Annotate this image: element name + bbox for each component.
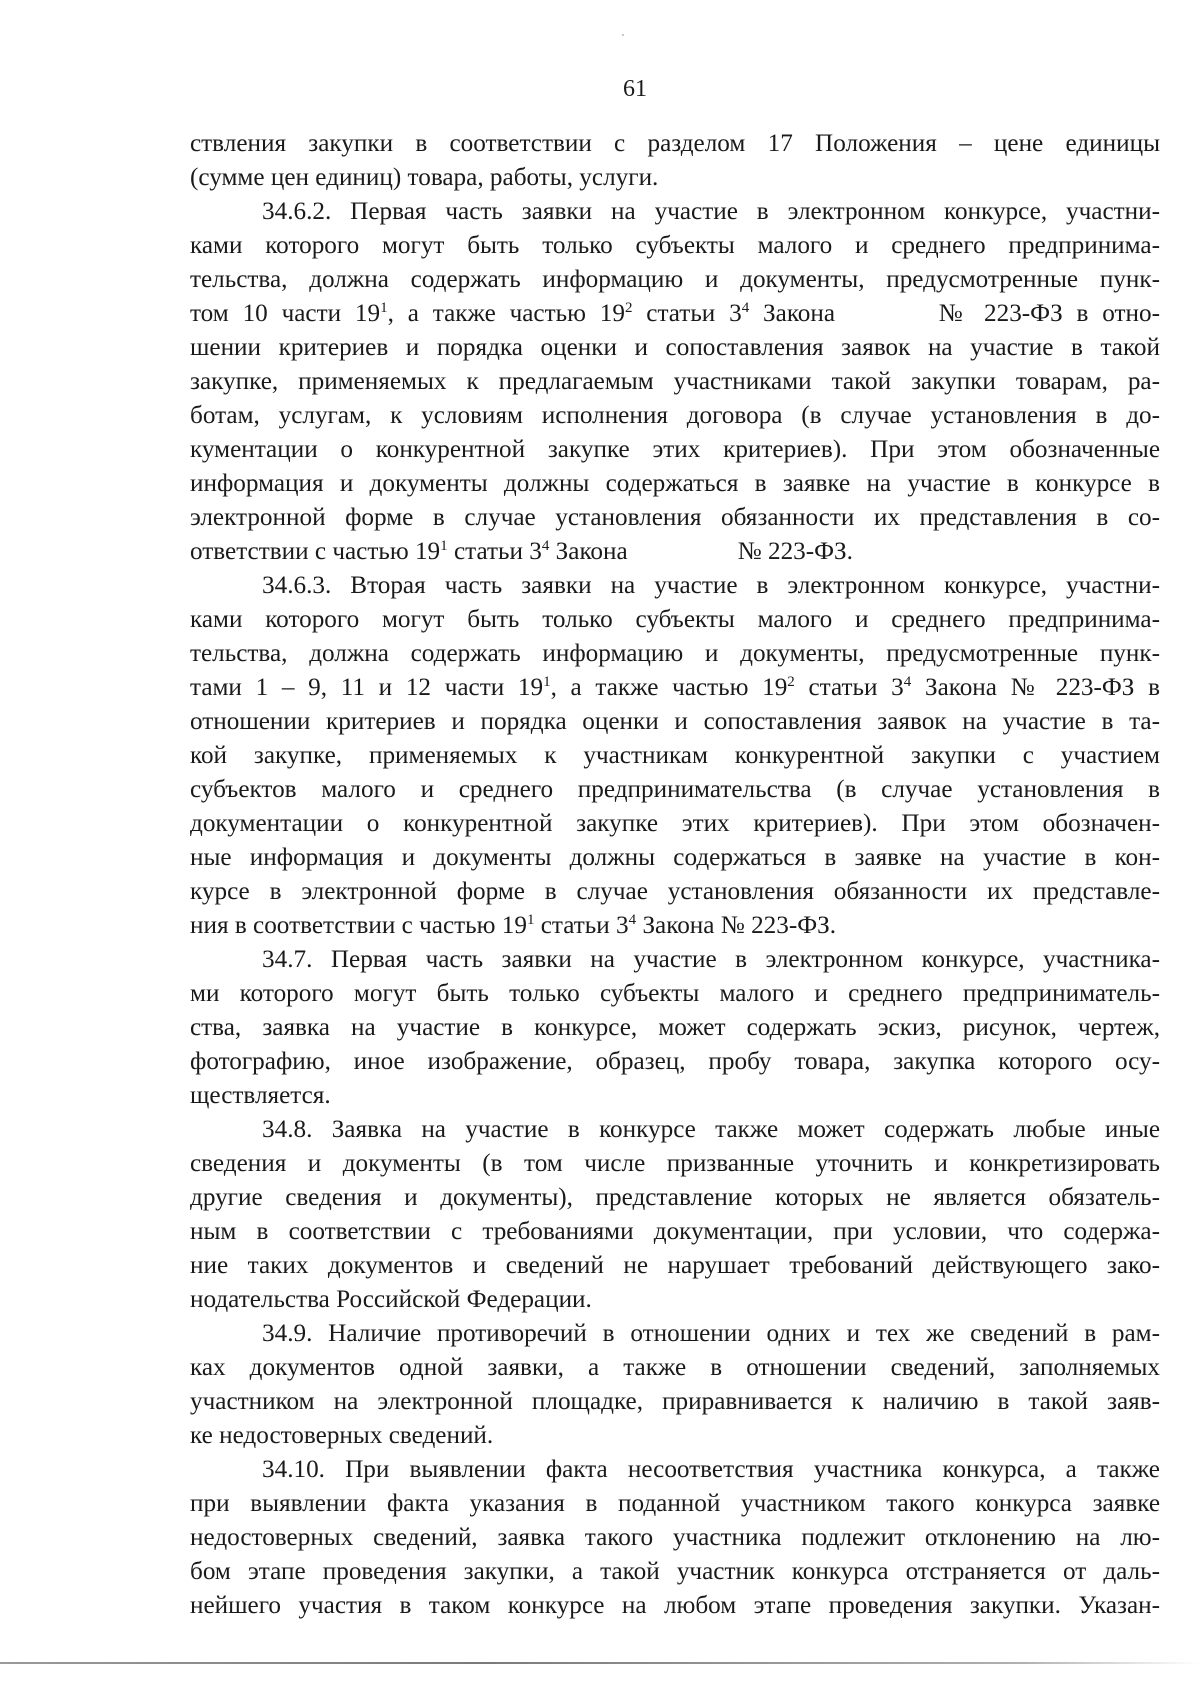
- text-line: 34.6.3. Вторая часть заявки на участие в электронном конкурсе, участни-: [262, 572, 1160, 599]
- text-fragment: , а также частью 19: [387, 300, 625, 327]
- text-line: [190, 909, 1160, 943]
- text-line: отношении критериев и порядка оценки и сопоставления заявок на участие в та-: [190, 708, 1160, 735]
- text-line: тельства, должна содержать информацию и документы, предусмотренные пунк-: [190, 266, 1160, 293]
- text-fragment: Закона № 223-ФЗ в: [911, 674, 1160, 701]
- text-line: (сумме цен единиц) товара, работы, услуги.: [190, 164, 659, 191]
- text-line: ботам, услугам, к условиям исполнения договора (в случае установления в до-: [190, 402, 1160, 429]
- superscript: 4: [541, 538, 550, 554]
- page-number: 61: [623, 76, 647, 102]
- superscript: 4: [628, 912, 637, 928]
- text-fragment: том 10 части 19: [190, 300, 381, 327]
- superscript: 4: [741, 300, 750, 316]
- text-line: нейшего участия в таком конкурсе на любом этапе проведения закупки. Указан-: [190, 1592, 1160, 1619]
- text-fragment: тами 1 – 9, 11 и 12 части 19: [190, 674, 544, 701]
- superscript: 1: [526, 912, 535, 928]
- text-fragment: статьи 3: [534, 912, 629, 939]
- text-line: ками которого могут быть только субъекты малого и среднего предпринима-: [190, 606, 1160, 633]
- text-line: ми которого могут быть только субъекты малого и среднего предприниматель-: [190, 980, 1160, 1007]
- text-line: [190, 535, 1160, 569]
- text-line: информация и документы должны содержаться в заявке на участие в конкурсе в: [190, 470, 1160, 497]
- text-line: шении критериев и порядка оценки и сопоставления заявок на участие в такой: [190, 334, 1160, 361]
- superscript: 1: [543, 674, 551, 690]
- superscript: 1: [440, 538, 448, 554]
- text-line: ками которого могут быть только субъекты малого и среднего предпринима-: [190, 232, 1160, 259]
- text-line: 34.9. Наличие противоречий в отношении одних и тех же сведений в рам-: [262, 1320, 1160, 1347]
- text-line: ках документов одной заявки, а также в отношении сведений, заполняемых: [190, 1354, 1160, 1381]
- text-line: участником на электронной площадке, приравнивается к наличию в такой заяв-: [190, 1388, 1160, 1415]
- text-fragment: ния в соответствии с частью 19: [190, 912, 527, 939]
- text-line: 34.8. Заявка на участие в конкурсе также может содержать любые иные: [262, 1116, 1160, 1143]
- text-line: курсе в электронной форме в случае установления обязанности их представле-: [190, 878, 1160, 905]
- text-line: сведения и документы (в том числе призванные уточнить и конкретизировать: [190, 1150, 1160, 1177]
- text-line: 34.6.2. Первая часть заявки на участие в электронном конкурсе, участни-: [262, 198, 1160, 225]
- scan-speck: [622, 34, 624, 36]
- text-fragment: ответствии с частью 19: [190, 538, 441, 565]
- text-line: бом этапе проведения закупки, а такой участник конкурса отстраняется от даль-: [190, 1558, 1160, 1585]
- text-line: кументации о конкурентной закупке этих критериев). При этом обозначенные: [190, 436, 1160, 463]
- text-line: ные информация и документы должны содержаться в заявке на участие в кон-: [190, 844, 1160, 871]
- text-line: [190, 671, 1160, 705]
- text-fragment: Закона № 223-ФЗ.: [636, 912, 837, 939]
- text-line: субъектов малого и среднего предпринимательства (в случае установления в: [190, 776, 1160, 803]
- text-line: ние таких документов и сведений не нарушает требований действующего зако-: [190, 1252, 1160, 1279]
- text-line: ке недостоверных сведений.: [190, 1422, 494, 1449]
- text-line: документации о конкурентной закупке этих критериев). При этом обозначен-: [190, 810, 1160, 837]
- text-line: ствления закупки в соответствии с разделом 17 Положения – цене единицы: [190, 130, 1160, 157]
- text-line: при выявлении факта указания в поданной участником такого конкурса заявке: [190, 1490, 1160, 1517]
- text-line: нодательства Российской Федерации.: [190, 1286, 592, 1313]
- text-line: кой закупке, применяемых к участникам конкурентной закупки с участием: [190, 742, 1160, 769]
- text-fragment: статьи 3: [632, 300, 742, 327]
- scan-edge-line: [0, 1662, 1200, 1664]
- text-line: закупке, применяемых к предлагаемым участниками такой закупки товарам, ра-: [190, 368, 1160, 395]
- text-line: 34.10. При выявлении факта несоответствия участника конкурса, а также: [262, 1456, 1160, 1483]
- text-line: ществляется.: [190, 1082, 331, 1109]
- text-fragment: № 223-ФЗ.: [737, 538, 853, 565]
- superscript: 1: [380, 300, 388, 316]
- text-line: другие сведения и документы), представление которых не является обязатель-: [190, 1184, 1160, 1211]
- text-line: [190, 297, 1160, 331]
- text-line: тельства, должна содержать информацию и документы, предусмотренные пунк-: [190, 640, 1160, 667]
- text-fragment: , а также частью 19: [550, 674, 788, 701]
- text-line: 34.7. Первая часть заявки на участие в электронном конкурсе, участника-: [262, 946, 1160, 973]
- text-fragment: № 223-ФЗ в отно-: [931, 300, 1160, 327]
- text-line: ства, заявка на участие в конкурсе, может содержать эскиз, рисунок, чертеж,: [190, 1014, 1160, 1041]
- text-fragment: Закона: [749, 300, 836, 327]
- text-line: электронной форме в случае установления обязанности их представления в со-: [190, 504, 1160, 531]
- text-line: ным в соответствии с требованиями документации, при условии, что содержа-: [190, 1218, 1160, 1245]
- text-line: недостоверных сведений, заявка такого участника подлежит отклонению на лю-: [190, 1524, 1160, 1551]
- text-fragment: Закона: [549, 538, 628, 565]
- superscript: 2: [624, 300, 633, 316]
- document-body: [190, 127, 1160, 1623]
- text-fragment: статьи 3: [794, 674, 904, 701]
- superscript: 2: [787, 674, 795, 690]
- superscript: 4: [903, 674, 912, 690]
- text-fragment: статьи 3: [447, 538, 542, 565]
- text-line: фотографию, иное изображение, образец, пробу товара, закупка которого осу-: [190, 1048, 1160, 1075]
